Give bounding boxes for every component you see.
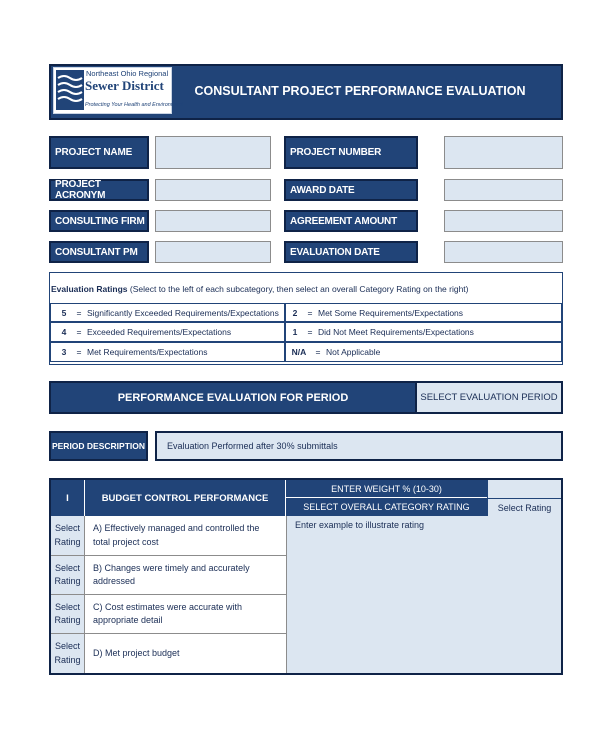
rating-eq: = bbox=[76, 327, 82, 337]
rating-text: Did Not Meet Requirements/Expectations bbox=[318, 327, 474, 337]
award-date-input[interactable] bbox=[444, 179, 563, 201]
rating-eq: = bbox=[307, 327, 313, 337]
rating-text: Exceeded Requirements/Expectations bbox=[87, 327, 232, 337]
rating-num: 5 bbox=[61, 307, 67, 318]
ratings-header-text: (Select to the left of each subcategory, then select an overall Category Rating on the right) bbox=[127, 284, 469, 294]
rating-num: 1 bbox=[292, 327, 298, 337]
rating-item bbox=[50, 342, 285, 362]
rating-num: N/A bbox=[291, 347, 307, 357]
rating-text: Rating bbox=[54, 654, 81, 665]
ratings-header-bold: Evaluation Ratings bbox=[51, 284, 128, 294]
select-period-dropdown[interactable]: SELECT EVALUATION PERIOD bbox=[417, 381, 563, 414]
rating-num: 3 bbox=[61, 347, 67, 357]
category-title: BUDGET CONTROL PERFORMANCE bbox=[85, 480, 286, 516]
row-rating-select[interactable] bbox=[51, 556, 85, 595]
rating-text: Rating bbox=[54, 576, 81, 586]
consultant-pm-input[interactable] bbox=[155, 241, 271, 263]
select-text: Select bbox=[54, 523, 80, 534]
agreement-amount-input[interactable] bbox=[444, 210, 563, 232]
select-text: Select bbox=[54, 601, 80, 612]
evaluation-date-input[interactable] bbox=[444, 241, 563, 263]
evaluation-date-label: EVALUATION DATE bbox=[284, 241, 418, 263]
category-number: I bbox=[51, 480, 85, 516]
rating-eq: = bbox=[76, 347, 82, 357]
rating-item bbox=[285, 322, 562, 342]
select-text: Select bbox=[54, 641, 80, 652]
rating-text: Significantly Exceeded Requirements/Expectations bbox=[87, 307, 279, 318]
consultant-pm-label: CONSULTANT PM bbox=[49, 241, 149, 263]
water-waves-icon bbox=[56, 70, 84, 110]
project-acronym-input[interactable] bbox=[155, 179, 271, 201]
row-rating-select[interactable] bbox=[51, 516, 85, 556]
logo-tagline: Protecting Your Health and Environment bbox=[85, 102, 184, 108]
ratings-header bbox=[51, 284, 469, 294]
weight-label: ENTER WEIGHT % (10-30) bbox=[286, 480, 487, 498]
rating-item bbox=[285, 342, 562, 362]
district-logo bbox=[53, 67, 184, 114]
project-name-label: PROJECT NAME bbox=[49, 136, 149, 169]
overall-rating-select[interactable]: Select Rating bbox=[487, 498, 561, 516]
rating-text: Rating bbox=[54, 615, 81, 625]
rating-text: Met Some Requirements/Expectations bbox=[318, 307, 464, 318]
agreement-amount-label: AGREEMENT AMOUNT bbox=[284, 210, 418, 232]
criterion-text: D) Met project budget bbox=[93, 647, 180, 658]
criterion-text: A) Effectively managed and controlled the total project cost bbox=[85, 516, 286, 556]
rating-eq: = bbox=[315, 347, 321, 357]
rating-num: 4 bbox=[61, 327, 67, 337]
award-date-label: AWARD DATE bbox=[284, 179, 418, 201]
overall-rating-label: SELECT OVERALL CATEGORY RATING bbox=[286, 498, 487, 516]
project-number-label: PROJECT NUMBER bbox=[284, 136, 418, 169]
comment-area[interactable] bbox=[286, 516, 561, 673]
period-description-input[interactable]: Evaluation Performed after 30% submittals bbox=[155, 431, 563, 461]
comment-placeholder: Enter example to illustrate rating bbox=[295, 520, 425, 530]
rating-text: Not Applicable bbox=[326, 347, 381, 357]
criterion-text: B) Changes were timely and accurately addressed bbox=[85, 556, 286, 595]
row-rating-select[interactable] bbox=[51, 634, 85, 673]
logo-name: Sewer District bbox=[85, 78, 164, 93]
page-title: CONSULTANT PROJECT PERFORMANCE EVALUATION bbox=[194, 84, 526, 98]
weight-input[interactable] bbox=[487, 480, 561, 498]
rating-text: Met Requirements/Expectations bbox=[87, 347, 208, 357]
rating-item bbox=[285, 303, 562, 322]
criterion-text: C) Cost estimates were accurate with appropriate detail bbox=[85, 595, 286, 634]
consulting-firm-input[interactable] bbox=[155, 210, 271, 232]
logo-line1: Northeast Ohio Regional bbox=[86, 69, 169, 78]
rating-item bbox=[50, 322, 285, 342]
project-name-input[interactable] bbox=[155, 136, 271, 169]
rating-eq: = bbox=[76, 307, 82, 318]
rating-num: 2 bbox=[292, 307, 298, 318]
rating-item bbox=[50, 303, 285, 322]
consulting-firm-label: CONSULTING FIRM bbox=[49, 210, 149, 232]
project-acronym-label: PROJECT ACRONYM bbox=[49, 179, 149, 201]
period-description-label: PERIOD DESCRIPTION bbox=[49, 431, 148, 461]
period-title: PERFORMANCE EVALUATION FOR PERIOD bbox=[49, 381, 417, 414]
rating-text: Rating bbox=[54, 536, 81, 547]
project-number-input[interactable] bbox=[444, 136, 563, 169]
row-rating-select[interactable] bbox=[51, 595, 85, 634]
rating-eq: = bbox=[307, 307, 313, 318]
select-text: Select bbox=[54, 562, 80, 573]
